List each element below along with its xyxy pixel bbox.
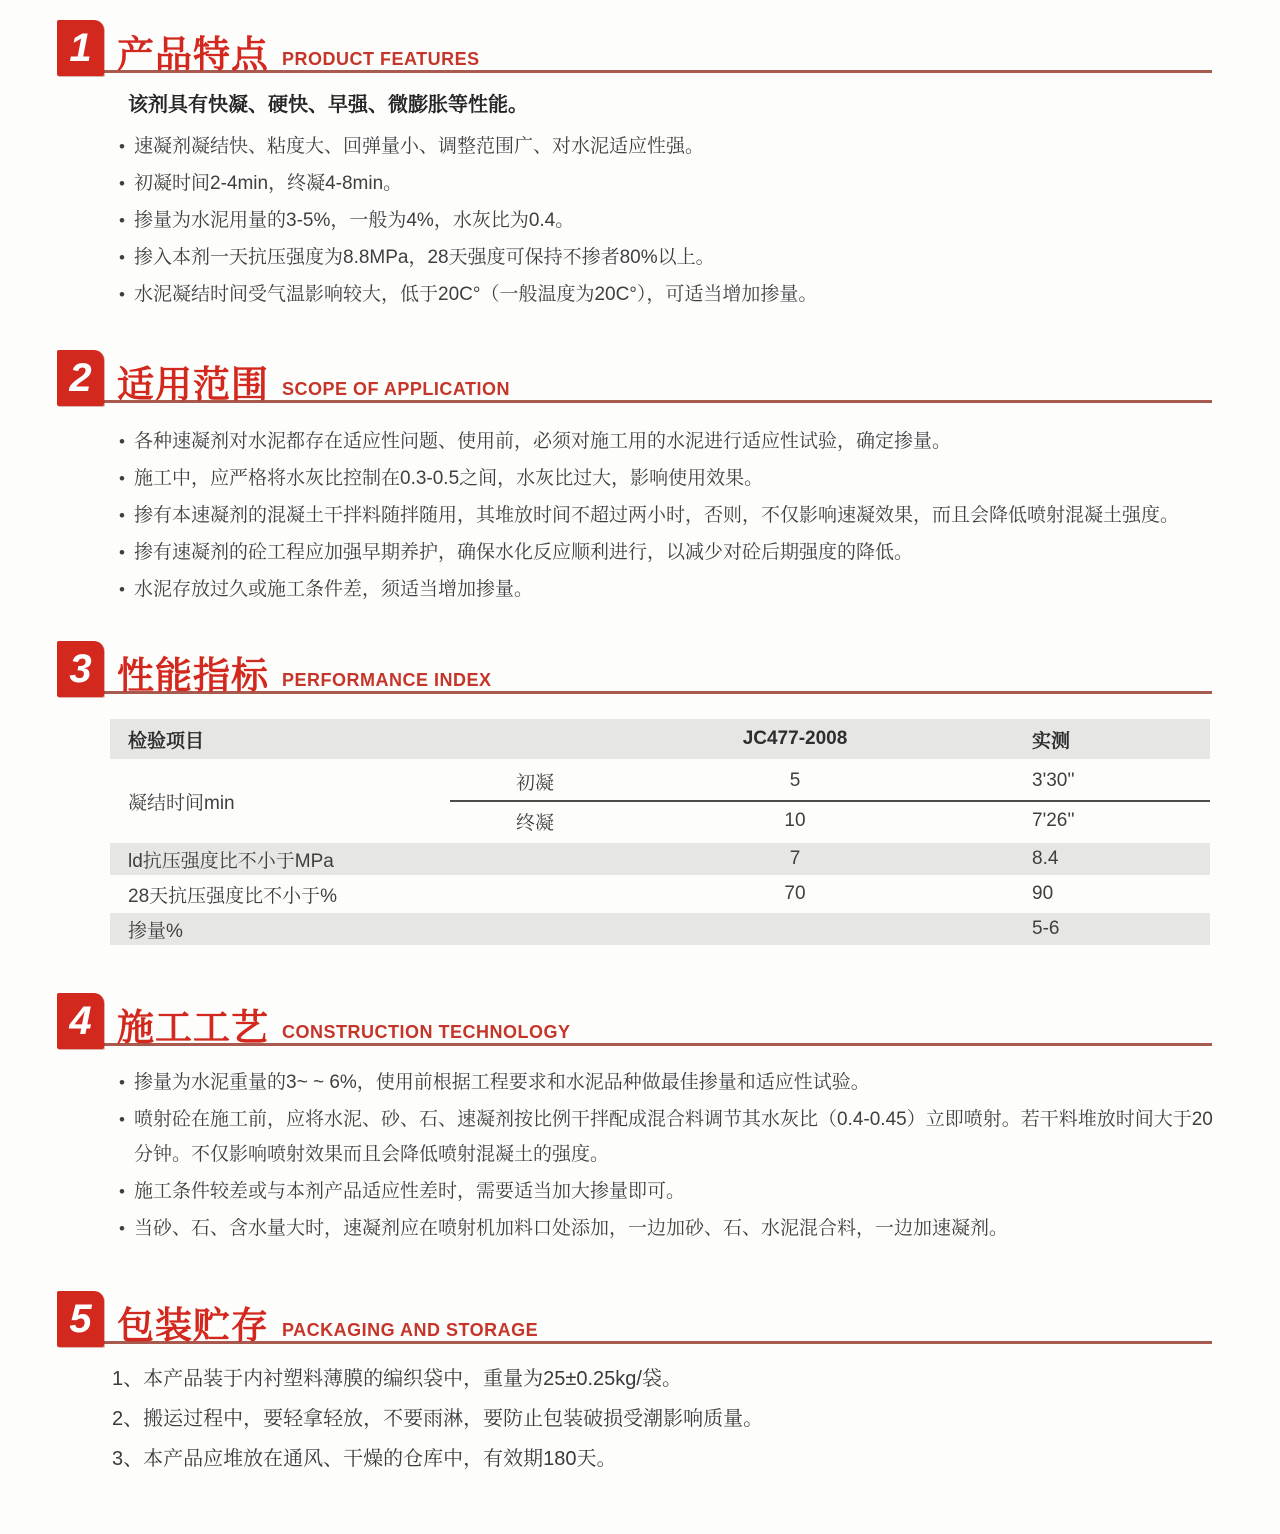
bullet-item <box>118 1174 1222 1209</box>
bullet-item <box>118 535 1222 570</box>
numbered-item <box>112 1365 1222 1393</box>
section-2-bullet-list <box>118 424 1222 607</box>
section-5-title: 包装贮存 <box>117 1304 269 1346</box>
section-5-titles <box>117 1304 539 1346</box>
table-row-1d-strength <box>110 843 1210 875</box>
section-2-subtitle: SCOPE OF APPLICATION <box>282 379 511 399</box>
bullet-text: 喷射砼在施工前，应将水泥、砂、石、速凝剂按比例干拌配成混合料调节其水灰比（0.4-0.45）立即喷射。若干料堆放时间大于20分钟。不仅影响喷射效果而且会降低喷射混凝土的强度。 <box>134 1109 1213 1165</box>
setting-time-subrows <box>450 762 1210 840</box>
section-packaging-storage <box>0 1291 1280 1473</box>
section-5-number-badge: 5 <box>57 1291 104 1347</box>
table-header-jc: JC477-2008 <box>742 728 848 749</box>
bullet-text: 掺有本速凝剂的混凝土干拌料随拌随用，其堆放时间不超过两小时，否则，不仅影响速凝效果，而且会降低喷射混凝土强度。 <box>134 505 1180 526</box>
subrow-initial-set <box>450 762 1210 802</box>
bullet-item <box>118 424 1222 459</box>
section-3-header <box>57 641 1212 699</box>
section-4-bullet-list <box>118 1065 1222 1246</box>
section-construction-technology <box>0 993 1280 1246</box>
bullet-text: 各种速凝剂对水泥都存在适应性问题、使用前，必须对施工用的水泥进行适应性试验，确定掺量。 <box>134 431 952 452</box>
section-1-title: 产品特点 <box>117 33 269 75</box>
bullet-item <box>118 203 1222 238</box>
subrow-final-set <box>450 802 1210 840</box>
section-2-titles <box>117 363 511 405</box>
bullet-text: 掺有速凝剂的砼工程应加强早期养护，确保水化反应顺利进行，以减少对砼后期强度的降低。 <box>134 542 914 563</box>
section-1-bullet-list <box>118 129 1222 312</box>
bullet-text: 掺量为水泥用量的3-5%，一般为4%，水灰比为0.4。 <box>134 210 575 231</box>
numbered-text: 3、本产品应堆放在通风、干燥的仓库中，有效期180天。 <box>112 1448 617 1470</box>
subrow-jc-value: 5 <box>789 770 801 791</box>
bullet-item <box>118 1102 1222 1172</box>
bullet-text: 掺入本剂一天抗压强度为8.8MPa，28天强度可保持不掺者80%以上。 <box>134 247 715 268</box>
bullet-item <box>118 240 1222 275</box>
bullet-item <box>118 498 1222 533</box>
section-4-titles <box>117 1006 571 1048</box>
performance-table <box>110 719 1210 945</box>
setting-time-label: 凝结时间min <box>128 792 235 814</box>
row-label: 28天抗压强度比不小于% <box>128 885 338 907</box>
product-spec-document <box>0 20 1280 1473</box>
section-5-numbered-list <box>112 1365 1222 1473</box>
row-label: 掺量% <box>128 920 183 942</box>
bullet-text: 施工条件较差或与本剂产品适应性差时，需要适当加大掺量即可。 <box>134 1181 686 1202</box>
bullet-item <box>118 277 1222 312</box>
bullet-item <box>118 461 1222 496</box>
numbered-text: 2、搬运过程中，要轻拿轻放，不要雨淋，要防止包装破损受潮影响质量。 <box>112 1408 764 1430</box>
bullet-text: 水泥存放过久或施工条件差，须适当增加掺量。 <box>134 579 534 600</box>
section-1-header <box>57 20 1212 78</box>
table-header-row <box>110 719 1210 759</box>
numbered-item <box>112 1405 1222 1433</box>
section-product-features <box>0 20 1280 312</box>
section-3-subtitle: PERFORMANCE INDEX <box>282 670 492 690</box>
row-label: ld抗压强度比不小于MPa <box>128 850 334 872</box>
table-row-28d-strength <box>110 878 1210 910</box>
section-scope-of-application <box>0 350 1280 607</box>
table-row-setting-time <box>110 762 1210 840</box>
bullet-item <box>118 166 1222 201</box>
section-5-header <box>57 1291 1212 1349</box>
table-header-item: 检验项目 <box>128 730 205 752</box>
bullet-text: 水泥凝结时间受气温影响较大，低于20C°（一般温度为20C°），可适当增加掺量。 <box>134 284 818 305</box>
section-4-title: 施工工艺 <box>117 1006 269 1048</box>
subrow-jc-value: 10 <box>784 810 806 831</box>
row-jc-value: 7 <box>789 848 801 869</box>
subrow-stage: 终凝 <box>515 812 554 834</box>
bullet-item <box>118 129 1222 164</box>
bullet-item <box>118 1211 1222 1246</box>
section-4-header <box>57 993 1212 1051</box>
subrow-measured-value: 7'26'' <box>1032 810 1075 831</box>
section-3-title: 性能指标 <box>117 654 269 696</box>
section-5-subtitle: PACKAGING AND STORAGE <box>282 1320 539 1340</box>
section-4-number-badge: 4 <box>57 993 104 1049</box>
section-3-titles <box>117 654 492 696</box>
table-row-dosage <box>110 913 1210 945</box>
row-jc-value: 70 <box>784 883 806 904</box>
bullet-text: 施工中，应严格将水灰比控制在0.3-0.5之间，水灰比过大，影响使用效果。 <box>134 468 764 489</box>
bullet-item <box>118 1065 1222 1100</box>
row-measured-value: 8.4 <box>1032 848 1059 869</box>
bullet-item <box>118 572 1222 607</box>
subrow-measured-value: 3'30'' <box>1032 770 1075 791</box>
section-2-title: 适用范围 <box>117 363 269 405</box>
section-2-header <box>57 350 1212 408</box>
section-1-number-badge: 1 <box>57 20 104 76</box>
bullet-text: 当砂、石、含水量大时，速凝剂应在喷射机加料口处添加，一边加砂、石、水泥混合料，一边加速凝剂。 <box>134 1218 1009 1239</box>
numbered-text: 1、本产品装于内衬塑料薄膜的编织袋中，重量为25±0.25kg/袋。 <box>112 1368 682 1390</box>
bullet-text: 掺量为水泥重量的3~ ~ 6%，使用前根据工程要求和水泥品种做最佳掺量和适应性试验。 <box>134 1072 870 1093</box>
bullet-text: 初凝时间2-4min，终凝4-8min。 <box>134 173 403 194</box>
section-2-number-badge: 2 <box>57 350 104 406</box>
section-4-subtitle: CONSTRUCTION TECHNOLOGY <box>282 1022 571 1042</box>
section-1-intro: 该剂具有快凝、硬快、早强、微膨胀等性能。 <box>128 94 528 116</box>
section-1-subtitle: PRODUCT FEATURES <box>282 49 480 69</box>
row-measured-value: 90 <box>1032 883 1054 904</box>
row-measured-value: 5-6 <box>1032 918 1060 939</box>
table-header-measured: 实测 <box>1032 730 1071 752</box>
bullet-text: 速凝剂凝结快、粘度大、回弹量小、调整范围广、对水泥适应性强。 <box>134 136 705 157</box>
numbered-item <box>112 1445 1222 1473</box>
subrow-stage: 初凝 <box>515 772 554 794</box>
section-3-number-badge: 3 <box>57 641 104 697</box>
section-1-titles <box>117 33 480 75</box>
section-performance-index <box>0 641 1280 945</box>
